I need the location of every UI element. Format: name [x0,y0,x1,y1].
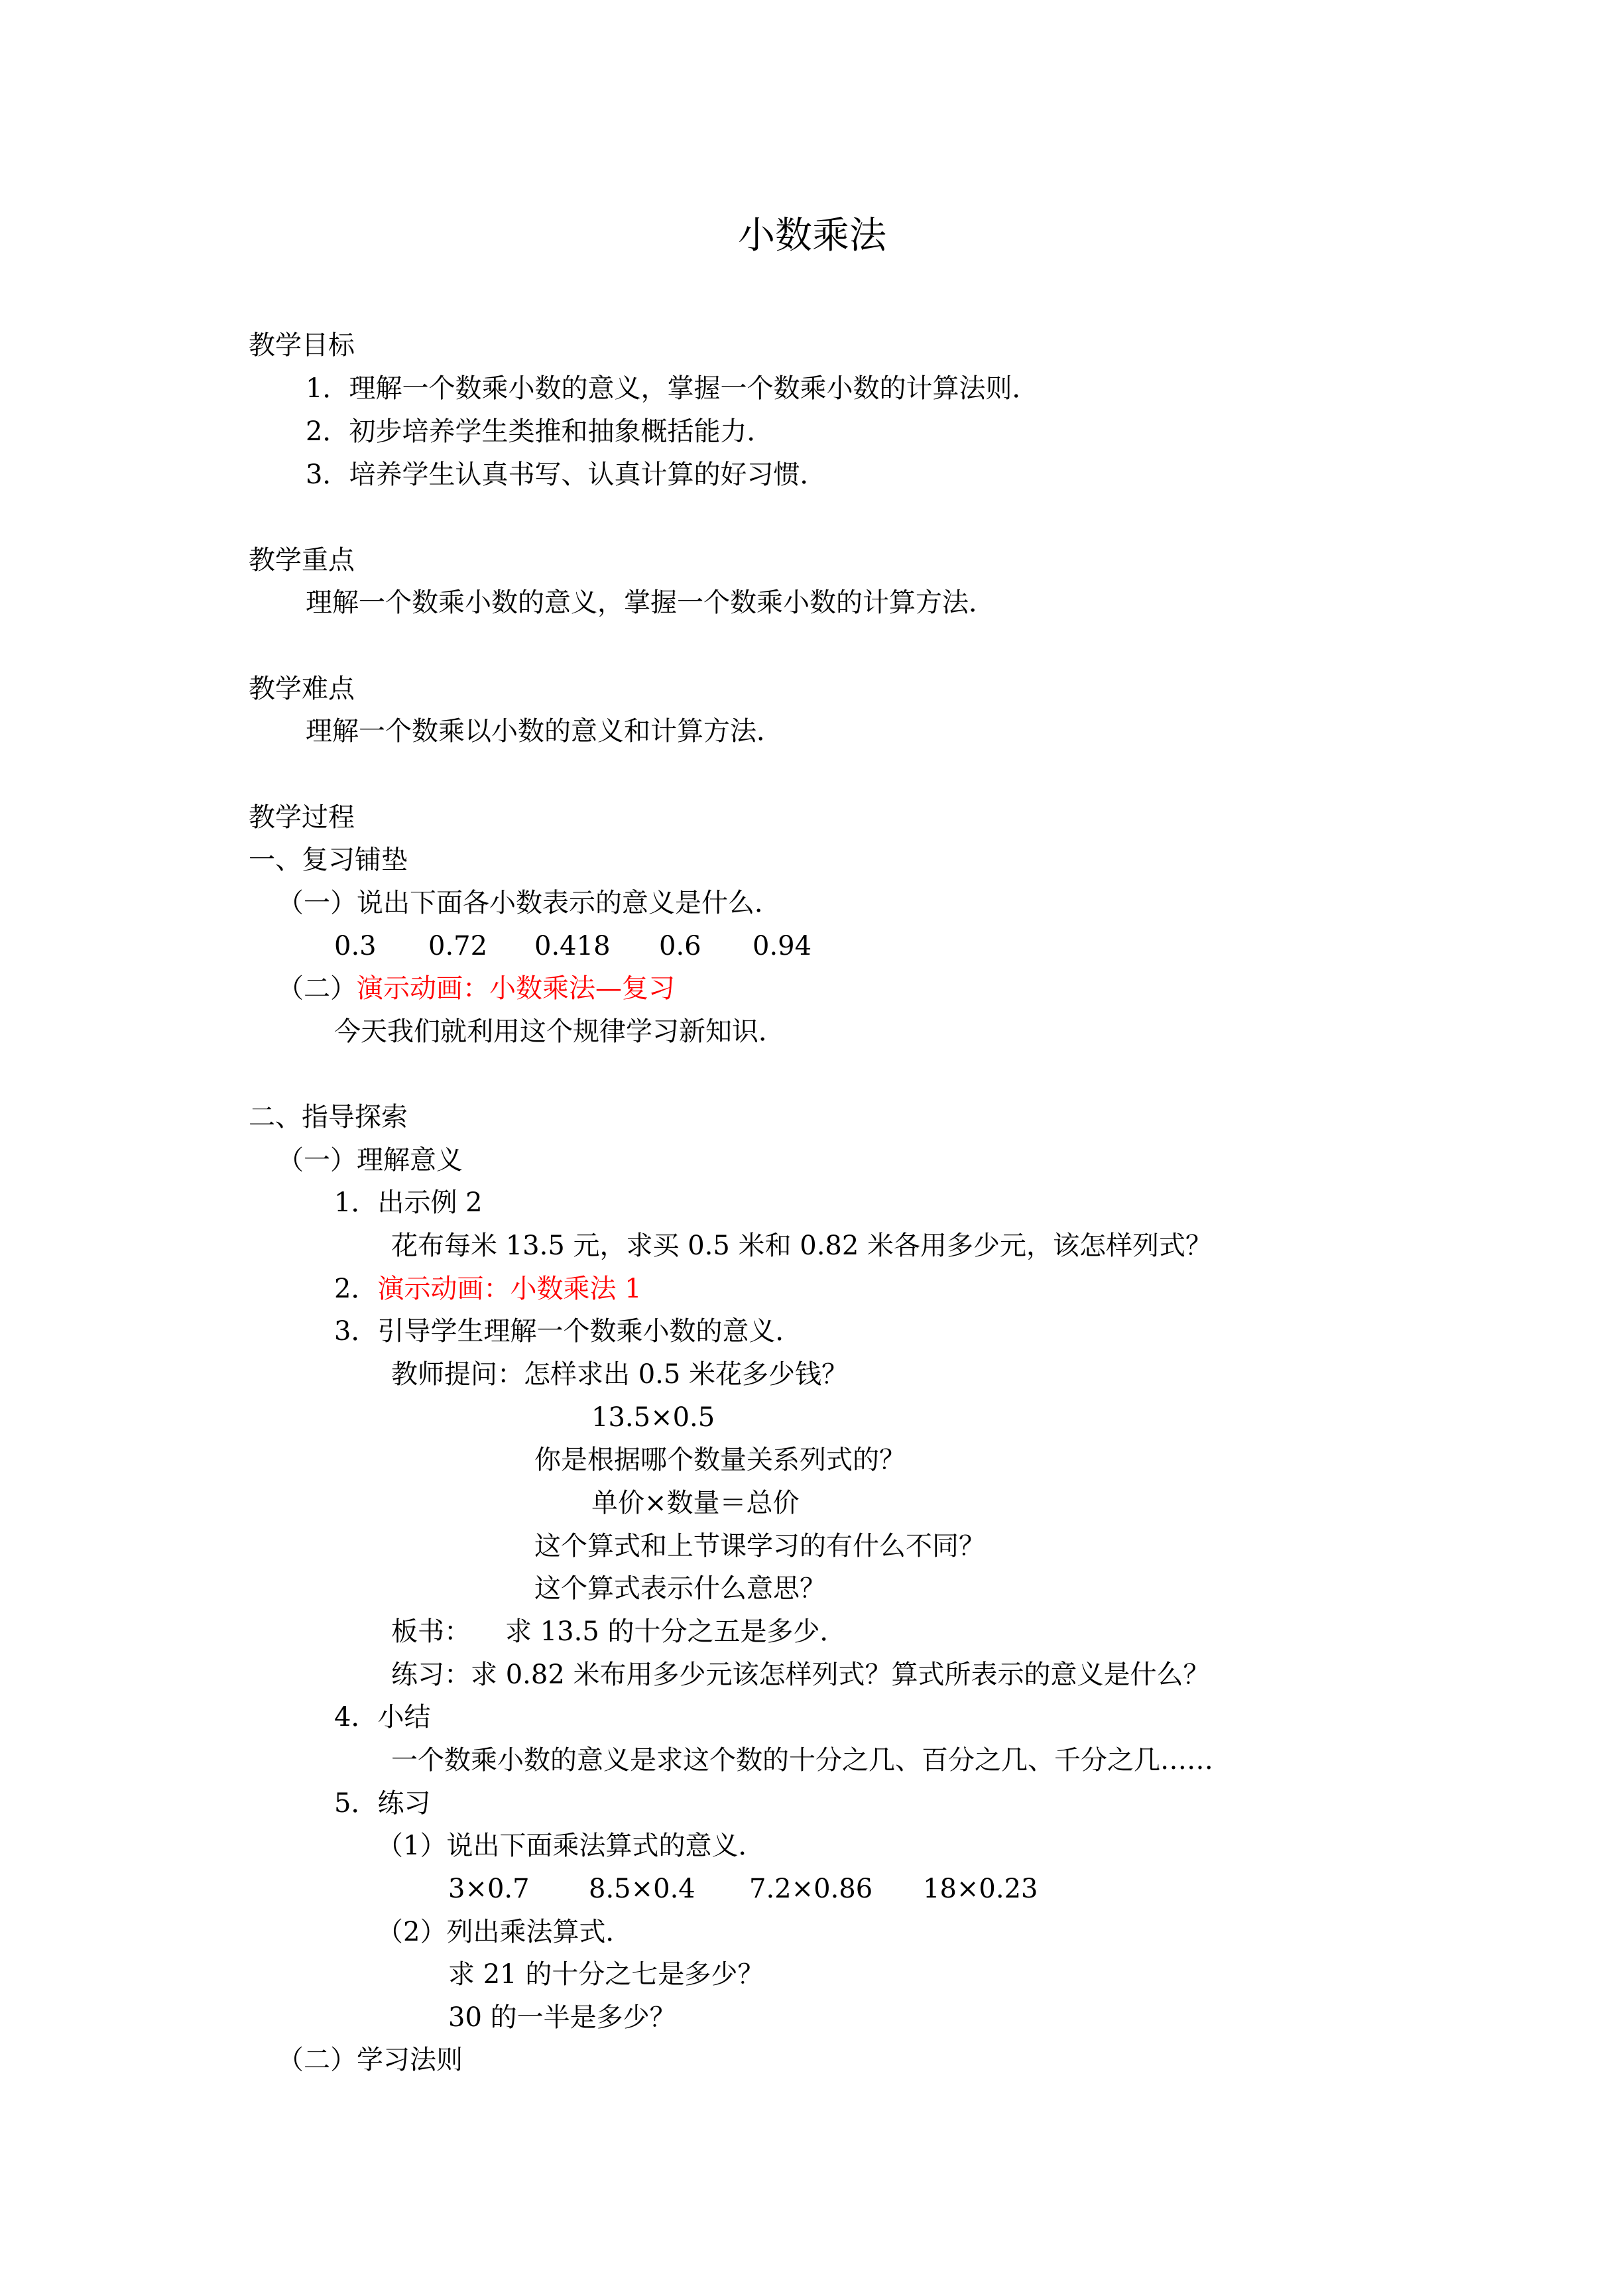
key-point-heading: 教学重点 [249,545,355,575]
decimal-value: 0.94 [752,931,812,961]
decimal-value: 0.3 [334,931,377,961]
animation-link-review[interactable]: 演示动画：小数乘法—复习 [357,973,675,1004]
step-3: 3．引导学生理解一个数乘小数的意义． [334,1316,802,1347]
objective-item: 1．理解一个数乘小数的意义，掌握一个数乘小数的计算法则． [306,373,1039,404]
step-2-prefix: 2． [334,1274,378,1304]
part1-sub2 [277,973,675,1004]
exercise-2-question: 求 21 的十分之七是多少？ [448,1959,764,1990]
board-line [391,1616,847,1648]
product-expression: 8.5×0.4 [589,1874,695,1904]
board-text: 求 13.5 的十分之五是多少． [505,1616,847,1647]
part2-sub2: （二）学习法则 [277,2045,463,2075]
step-4: 4．小结 [334,1702,431,1732]
step-1: 1．出示例 2 [334,1187,483,1218]
summary-text: 一个数乘小数的意义是求这个数的十分之几、百分之几、千分之几…… [391,1745,1213,1776]
part2-heading: 二、指导探索 [249,1102,408,1132]
animation-link-multiplication-1[interactable]: 演示动画：小数乘法 1 [377,1274,642,1304]
product-list [448,1873,1038,1905]
page-title: 小数乘法 [738,214,886,257]
decimal-value: 0.418 [534,931,611,961]
example-text: 花布每米 13.5 元，求买 0.5 米和 0.82 米各用多少元，该怎样列式？ [391,1231,1213,1261]
decimal-list [334,930,812,962]
question-4: 这个算式表示什么意思？ [534,1573,826,1604]
step-5: 5．练习 [334,1788,431,1819]
objectives-heading: 教学目标 [249,330,355,361]
part1-heading: 一、复习铺垫 [249,845,408,875]
expression-2: 单价×数量＝总价 [591,1488,800,1518]
objective-item: 2．初步培养学生类推和抽象概括能力． [306,416,774,447]
question-3: 这个算式和上节课学习的有什么不同？ [534,1531,985,1561]
part1-sub2-prefix: （二） [277,973,357,1004]
part1-sub2-text: 今天我们就利用这个规律学习新知识． [334,1016,785,1047]
practice-line: 练习：求 0.82 米布用多少元该怎样列式？算式所表示的意义是什么？ [391,1660,1210,1690]
objective-item: 3．培养学生认真书写、认真计算的好习惯． [306,459,827,490]
question-2: 你是根据哪个数量关系列式的？ [534,1445,906,1475]
exercise-2-question: 30 的一半是多少？ [448,2002,676,2033]
key-point-text: 理解一个数乘小数的意义，掌握一个数乘小数的计算方法． [306,587,995,618]
decimal-value: 0.72 [428,931,488,961]
part2-sub1: （一）理解意义 [277,1145,463,1176]
product-expression: 3×0.7 [448,1874,530,1904]
part1-sub1: （一）说出下面各小数表示的意义是什么． [277,888,781,918]
decimal-value: 0.6 [659,931,701,961]
board-label: 板书： [391,1616,471,1647]
product-expression: 7.2×0.86 [749,1874,873,1904]
process-heading: 教学过程 [249,802,355,833]
step-2 [334,1273,642,1305]
teacher-question: 教师提问：怎样求出 0.5 米花多少钱？ [391,1359,849,1390]
expression-1: 13.5×0.5 [591,1402,715,1433]
difficulty-heading: 教学难点 [249,674,355,704]
difficulty-text: 理解一个数乘以小数的意义和计算方法． [306,716,783,747]
exercise-1: （1）说出下面乘法算式的意义． [377,1831,765,1861]
product-expression: 18×0.23 [923,1874,1038,1904]
exercise-2: （2）列出乘法算式． [377,1917,632,1947]
